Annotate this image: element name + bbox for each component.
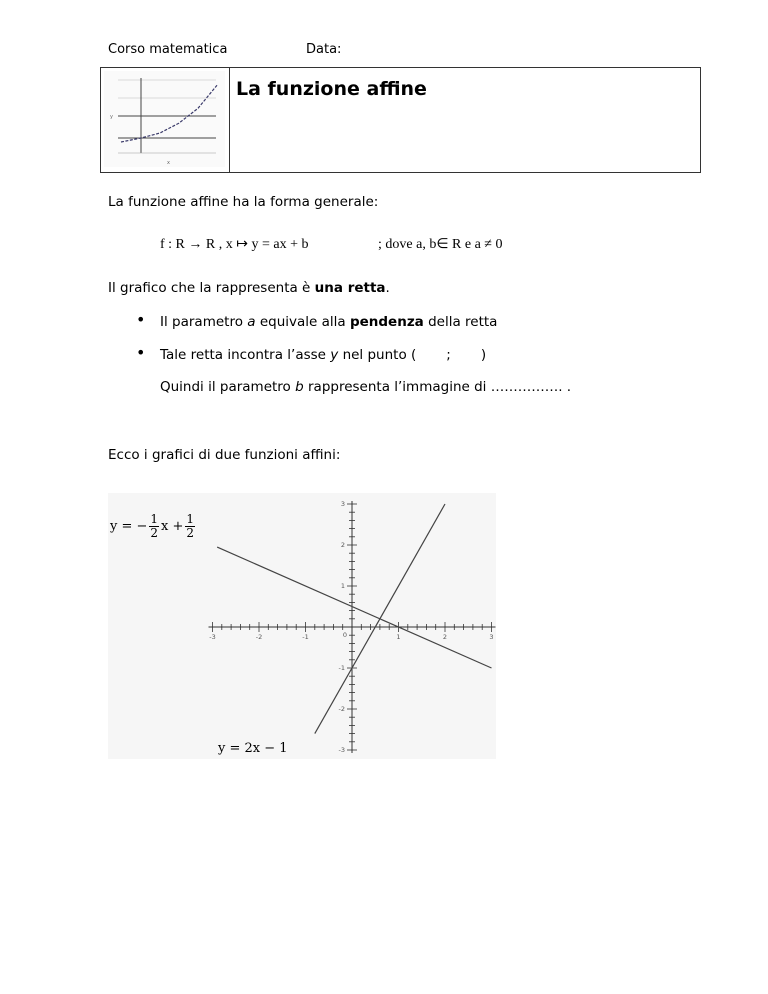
thumbnail-graph [101,68,228,170]
graph-sentence-bold: una retta [314,280,386,296]
followup-end: rappresenta l’immagine di ……………. . [303,379,572,395]
intro-text: La funzione affine ha la forma generale: [108,194,379,210]
y-tick-label: 1 [340,582,345,590]
frac-2-num: 1 [186,512,195,526]
svg-text:x: x [167,160,170,166]
bullet-intercept-end: nel punto ( ; ) [338,347,487,363]
y-tick-label: -2 [338,705,345,713]
svg-text:y: y [110,114,113,120]
y-tick-label: -1 [338,664,345,672]
bullet-slope [160,313,497,331]
bullet-slope-bold: pendenza [349,314,424,330]
thumbnail-cell [101,68,230,172]
bullet-slope-middle: equivale alla [255,314,350,330]
frac-1-num: 1 [150,512,159,526]
origin-label: 0 [342,631,347,639]
x-tick-label: 1 [396,633,401,641]
bullet-intercept [160,346,486,364]
x-tick-label: -2 [255,633,263,641]
formula-condition: ; dove a, b∈ R e a ≠ 0 [378,237,503,252]
y-tick-label: -3 [338,746,345,754]
label-line-2: y = 2x − 1 [218,741,288,756]
series-line-1 [217,547,494,668]
x-tick-label: 3 [489,633,494,641]
label-line-1-frac-2 [185,513,195,540]
bullet-intercept-start: Tale retta incontra l’asse [160,347,331,363]
param-b: b [295,379,304,395]
course-name: Corso matematica [108,42,228,57]
page-title: La funzione affine [236,78,427,100]
label-line-1 [110,513,197,540]
followup-text [160,378,571,396]
frac-2-den: 2 [186,526,195,540]
followup-start: Quindi il parametro [160,379,296,395]
bullet-dot: • [136,310,146,329]
graph-sentence-end: . [385,280,390,296]
series-line-2 [315,504,448,734]
label-line-1-lhs: y = − [110,519,148,534]
label-line-1-frac-1 [149,513,159,540]
label-line-1-mid: x + [161,519,184,534]
bullet-slope-end: della retta [423,314,498,330]
graph-sentence-start: Il grafico che la rappresenta è [108,280,315,296]
y-tick-label: 3 [340,500,345,508]
bullet-slope-start: Il parametro [160,314,248,330]
x-tick-label: 2 [442,633,448,641]
frac-1-den: 2 [150,526,159,540]
x-tick-label: -1 [302,633,309,641]
param-a: a [247,314,256,330]
bullet-dot: • [136,343,146,362]
axis-y: y [330,347,339,363]
formula-definition: f : R → R , x ↦ y = ax + b [160,237,309,252]
y-tick-label: 2 [340,541,345,549]
graph-sentence [108,279,390,297]
date-label: Data: [306,42,342,57]
x-tick-label: -3 [209,633,216,641]
examples-heading: Ecco i grafici di due funzioni affini: [108,447,341,463]
